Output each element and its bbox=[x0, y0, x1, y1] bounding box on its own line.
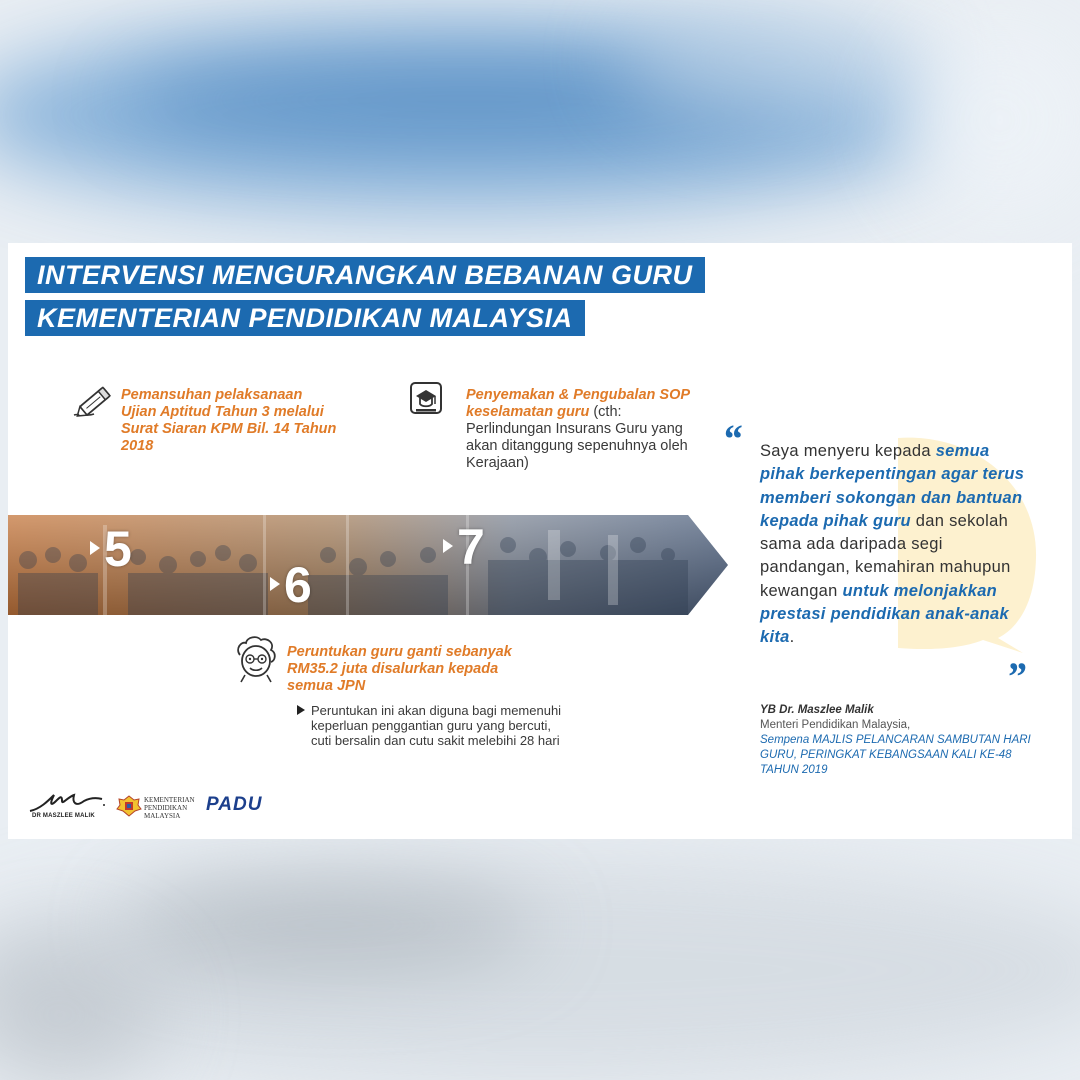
bullet-arrow-icon bbox=[297, 705, 305, 715]
play-marker-5 bbox=[90, 541, 100, 555]
item-6-number: 6 bbox=[284, 557, 312, 613]
kementerian-label: KEMENTERIAN PENDIDIKAN MALAYSIA bbox=[144, 796, 195, 820]
kementerian-crest-icon bbox=[116, 795, 142, 817]
item-6-text: Peruntukan guru ganti sebanyak RM35.2 juta disalurkan kepada semua JPN bbox=[287, 644, 512, 694]
play-marker-6 bbox=[270, 577, 280, 591]
quote-attribution bbox=[760, 703, 1050, 778]
signature-logo bbox=[28, 791, 108, 815]
item-7-text-orange: Penyemakan & Pengubalan SOP keselamatan guru bbox=[466, 387, 690, 420]
quote-close-mark: ” bbox=[1006, 654, 1026, 699]
padu-logo: PADU bbox=[206, 794, 263, 815]
graduation-board-icon bbox=[408, 380, 444, 418]
quote-text bbox=[760, 440, 1030, 650]
item-6-bullet bbox=[311, 703, 571, 748]
item-6-bullet-text: Peruntukan ini akan diguna bagi memenuhi keperluan penggantian guru yang bercuti, cuti bersalin dan cutu sakit melebihi 28 hari bbox=[311, 703, 562, 748]
pencil-icon bbox=[66, 383, 116, 421]
teacher-face-icon bbox=[233, 635, 279, 683]
quote-end: . bbox=[789, 628, 795, 647]
title-line-1: INTERVENSI MENGURANGKAN BEBANAN GURU bbox=[25, 257, 705, 293]
attribution-name: YB Dr. Maszlee Malik bbox=[760, 704, 874, 716]
quote-part-2: dan sekolah sama ada daripada segi pandangan, kemahiran mahupun kewangan bbox=[760, 511, 1011, 600]
quote-highlight-2: untuk melonjakkan prestasi pendidikan anak-anak kita bbox=[760, 581, 1009, 647]
quote-open-mark: “ bbox=[722, 416, 742, 461]
quote-highlight-1: semua pihak berkepentingan agar terus memberi sokongan dan bantuan kepada pihak guru bbox=[760, 442, 1025, 530]
infographic-slide bbox=[8, 243, 1072, 839]
item-7-text bbox=[466, 387, 696, 472]
item-7-text-gray: (cth: Perlindungan Insurans Guru yang akan ditanggung sepenuhnya oleh Kerajaan) bbox=[466, 404, 688, 471]
item-5-number: 5 bbox=[104, 521, 132, 577]
title-line-2: KEMENTERIAN PENDIDIKAN MALAYSIA bbox=[25, 300, 585, 336]
attribution-event: Sempena MAJLIS PELANCARAN SAMBUTAN HARI GURU, PERINGKAT KEBANGSAAN KALI KE-48 TAHUN 2019 bbox=[760, 734, 1031, 776]
item-7-number: 7 bbox=[457, 519, 485, 575]
signature-label: DR MASZLEE MALIK bbox=[32, 813, 95, 819]
quote-part-1: Saya menyeru kepada bbox=[760, 442, 931, 460]
play-marker-7 bbox=[443, 539, 453, 553]
attribution-role: Menteri Pendidikan Malaysia, bbox=[760, 719, 911, 731]
item-5-text: Pemansuhan pelaksanaan Ujian Aptitud Tahun 3 melalui Surat Siaran KPM Bil. 14 Tahun 2018 bbox=[121, 387, 337, 454]
